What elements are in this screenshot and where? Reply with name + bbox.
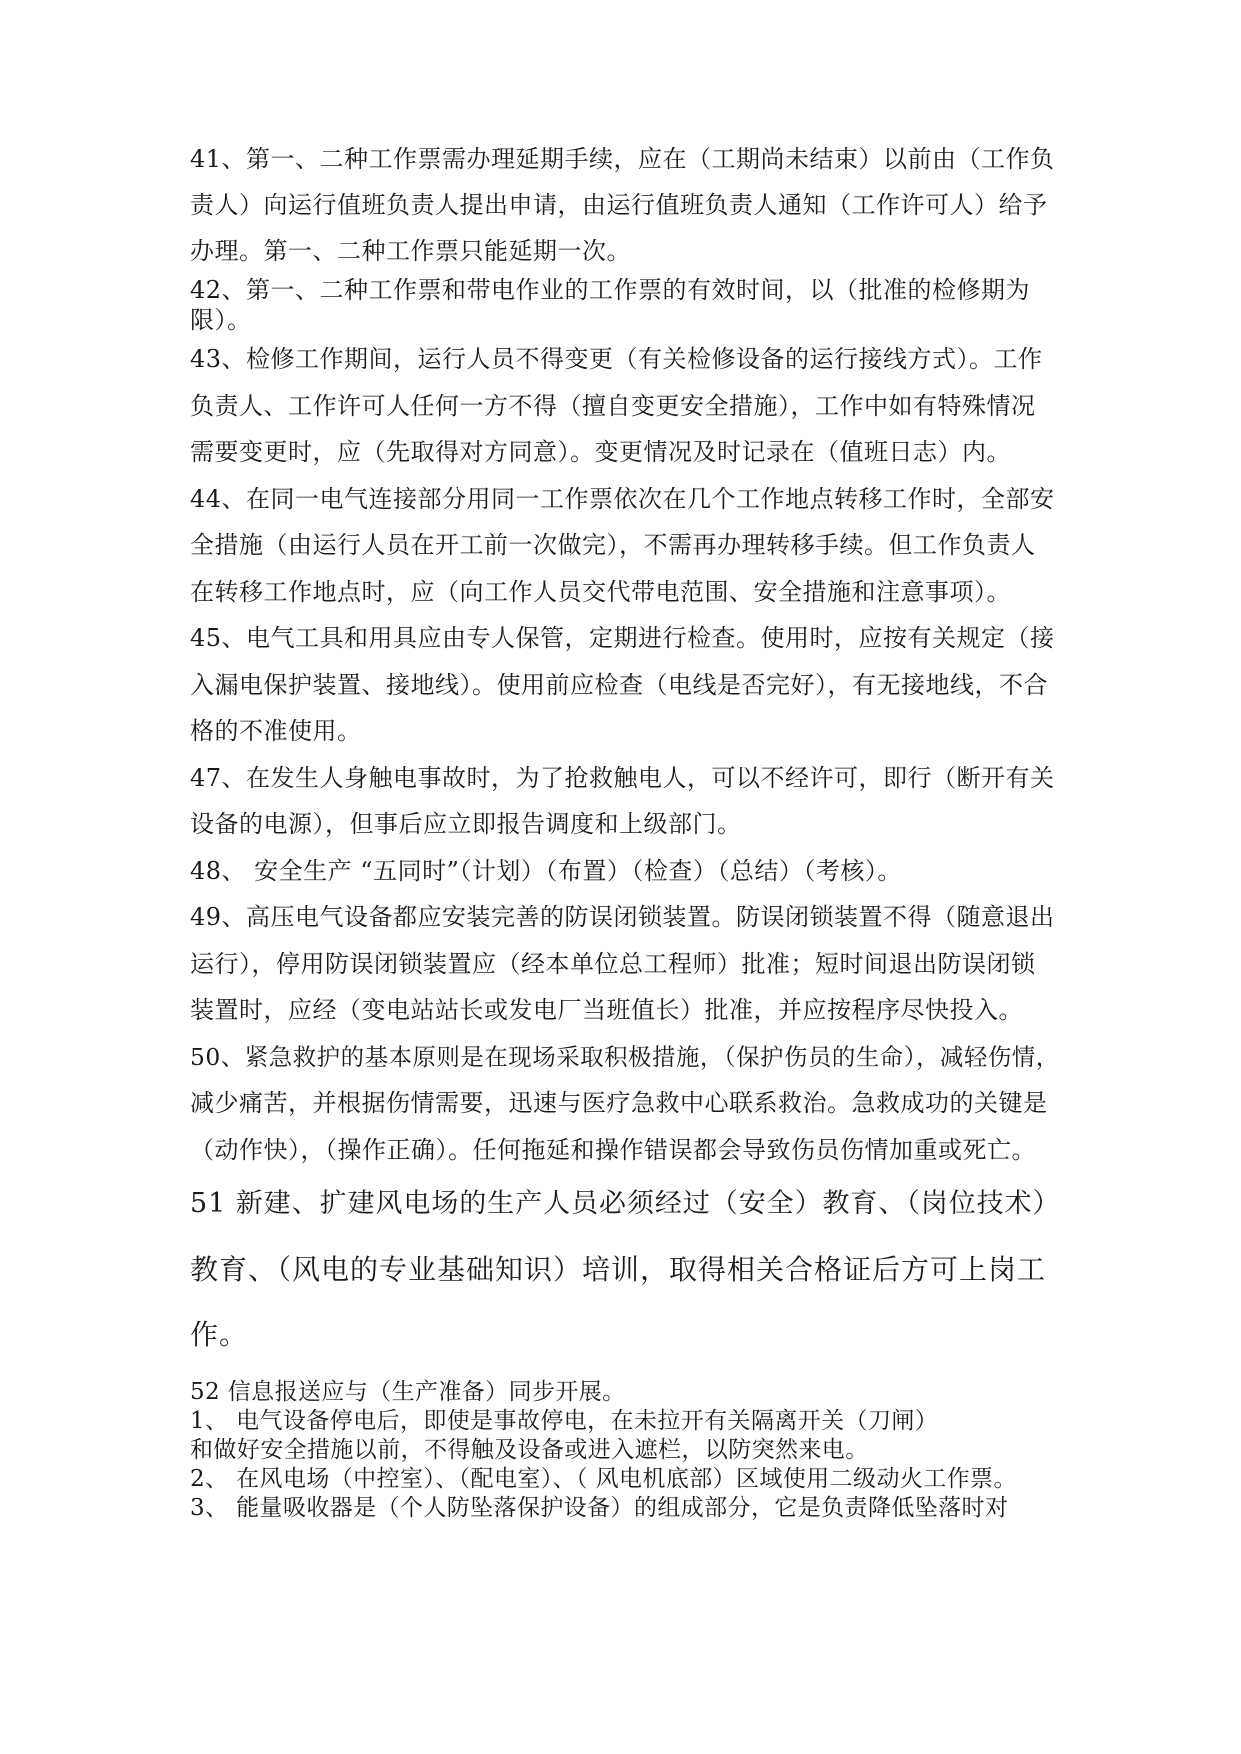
text-line: 49、高压电气设备都应安装完善的防误闭锁装置。防误闭锁装置不得（随意退出 [190,903,1055,931]
text-line: 3、 能量吸收器是（个人防坠落保护设备）的组成部分，它是负责降低坠落时对 [190,1495,1009,1521]
text-line: 48、 安全生产 “五同时”（计划）（布置）（检查）（总结）（考核）。 [190,857,902,885]
text-line: 办理。第一、二种工作票只能延期一次。 [190,237,631,265]
text-line: 负责人、工作许可人任何一方不得（擅自变更安全措施），工作中如有特殊情况 [190,392,1036,420]
text-line: 1、 电气设备停电后，即使是事故停电，在未拉开有关隔离开关（刀闸） [190,1408,939,1434]
text-line: 教育、（风电的专业基础知识）培训，取得相关合格证后方可上岗工 [190,1253,1047,1286]
text-line: 设备的电源），但事后应立即报告调度和上级部门。 [190,810,742,838]
text-line: 51 新建、扩建风电场的生产人员必须经过（安全）教育、（岗位技术） [190,1188,1061,1219]
text-line: 运行），停用防误闭锁装置应（经本单位总工程师）批准；短时间退出防误闭锁 [190,950,1036,978]
text-line: 52 信息报送应与（生产准备）同步开展。 [190,1379,626,1405]
text-line: 全措施（由运行人员在开工前一次做完），不需再办理转移手续。但工作负责人 [190,531,1036,559]
text-line: 作。 [190,1318,249,1351]
text-line: 44、在同一电气连接部分用同一工作票依次在几个工作地点转移工作时，全部安 [190,485,1055,513]
text-line: 在转移工作地点时，应（向工作人员交代带电范围、安全措施和注意事项）。 [190,578,1011,606]
text-line: 责人）向运行值班负责人提出申请，由运行值班负责人通知（工作许可人）给予 [190,191,1048,219]
text-line: 入漏电保护装置、接地线）。使用前应检查（电线是否完好），有无接地线，不合 [190,671,1048,699]
text-line: 42、第一、二种工作票和带电作业的工作票的有效时间，以（批准的检修期为 [190,276,1031,304]
text-line: 43、检修工作期间，运行人员不得变更（有关检修设备的运行接线方式）。工作 [190,345,1043,373]
text-line: 减少痛苦，并根据伤情需要，迅速与医疗急救中心联系救治。急救成功的关键是 [190,1089,1048,1117]
text-line: （动作快），（操作正确）。任何拖延和操作错误都会导致伤员伤情加重或死亡。 [190,1136,1036,1164]
text-line: 50、紧急救护的基本原则是在现场采取积极措施，（保护伤员的生命），减轻伤情， [190,1043,1060,1071]
text-line: 41、第一、二种工作票需办理延期手续，应在（工期尚未结束）以前由（工作负 [190,145,1055,173]
text-line: 45、电气工具和用具应由专人保管，定期进行检查。使用时，应按有关规定（接 [190,624,1055,652]
text-line: 限）。 [190,306,252,334]
text-line: 装置时，应经（变电站站长或发电厂当班值长）批准，并应按程序尽快投入。 [190,996,1023,1024]
text-line: 格的不准使用。 [190,717,362,745]
text-line: 47、在发生人身触电事故时，为了抢救触电人，可以不经许可，即行（断开有关 [190,764,1055,792]
text-line: 需要变更时，应（先取得对方同意）。变更情况及时记录在（值班日志）内。 [190,438,1011,466]
text-line: 和做好安全措施以前，不得触及设备或进入遮栏，以防突然来电。 [190,1437,869,1463]
text-line: 2、 在风电场（中控室）、（配电室）、（ 风电机底部）区域使用二级动火工作票。 [190,1466,1017,1492]
